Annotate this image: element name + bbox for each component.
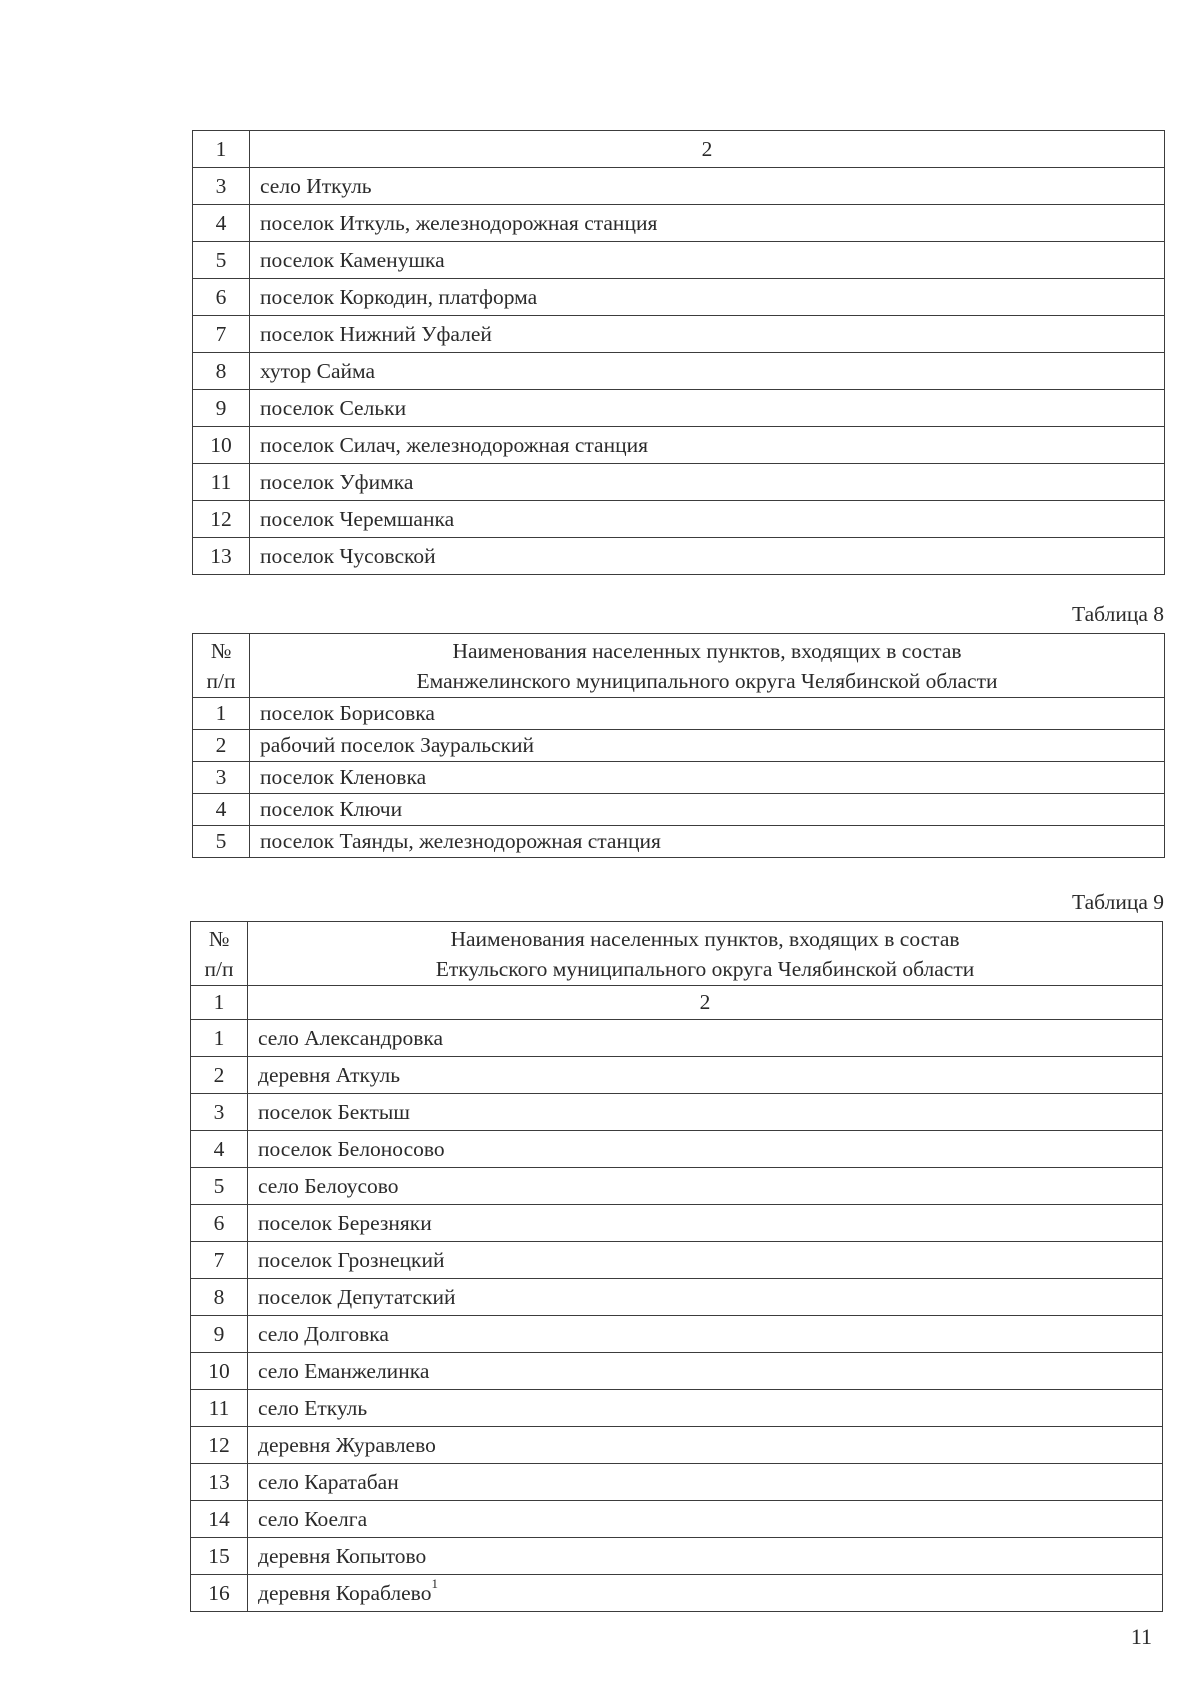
settlement-name (250, 698, 1165, 730)
settlement-name (250, 205, 1165, 242)
row-number: 11 (193, 464, 250, 501)
table-row (193, 538, 1165, 575)
table-row (193, 168, 1165, 205)
table-row (191, 1538, 1163, 1575)
table-row (193, 501, 1165, 538)
settlement-name-text: поселок Черемшанка (260, 506, 455, 531)
settlement-name (250, 279, 1165, 316)
settlement-name (250, 168, 1165, 205)
table-row (191, 1501, 1163, 1538)
number-column-header (191, 922, 248, 986)
settlement-name-text: поселок Белоносово (258, 1136, 445, 1161)
table-row (193, 353, 1165, 390)
row-number: 9 (193, 390, 250, 427)
row-number: 11 (191, 1390, 248, 1427)
row-number: 8 (193, 353, 250, 390)
settlement-name (250, 794, 1165, 826)
table-row (191, 1353, 1163, 1390)
table-header-row (191, 922, 1163, 986)
settlement-name-text: поселок Кленовка (260, 765, 427, 789)
row-number: 3 (193, 762, 250, 794)
settlement-name (248, 1205, 1163, 1242)
column-number-cell: 2 (248, 986, 1163, 1020)
table-caption: Таблица 9 (1072, 890, 1164, 914)
row-number: 16 (191, 1575, 248, 1612)
column-number-cell: 1 (193, 131, 250, 168)
settlement-name-text: поселок Бектыш (258, 1099, 410, 1124)
settlement-name (250, 464, 1165, 501)
settlement-name (248, 1168, 1163, 1205)
row-number: 7 (193, 316, 250, 353)
row-number: 4 (191, 1131, 248, 1168)
row-number: 13 (191, 1464, 248, 1501)
row-number: 4 (193, 794, 250, 826)
row-number: 5 (191, 1168, 248, 1205)
column-number-cell: 1 (191, 986, 248, 1020)
row-number: 5 (193, 826, 250, 858)
table-row (193, 390, 1165, 427)
header-number-sign: № (210, 638, 232, 663)
settlement-name-text: поселок Ключи (260, 797, 403, 821)
settlement-name (248, 1316, 1163, 1353)
name-column-header (248, 922, 1163, 986)
row-number: 2 (191, 1057, 248, 1094)
table-row (193, 316, 1165, 353)
row-number: 1 (193, 698, 250, 730)
column-number-row (191, 986, 1163, 1020)
settlement-name-text: поселок Березняки (258, 1210, 432, 1235)
table-row (191, 1316, 1163, 1353)
settlement-name (248, 1575, 1163, 1612)
table-row (193, 205, 1165, 242)
settlement-name-text: поселок Каменушка (260, 247, 445, 272)
header-number-abbr: п/п (204, 956, 234, 981)
row-number: 3 (191, 1094, 248, 1131)
footnote-marker: 1 (431, 1576, 438, 1592)
row-number: 12 (191, 1427, 248, 1464)
header-number-sign: № (208, 926, 230, 951)
settlement-name-text: село Белоусово (258, 1173, 399, 1198)
settlement-name (250, 826, 1165, 858)
row-number: 14 (191, 1501, 248, 1538)
settlement-name (248, 1464, 1163, 1501)
row-number: 10 (191, 1353, 248, 1390)
settlement-name (248, 1538, 1163, 1575)
settlement-name-text: поселок Чусовской (260, 543, 436, 568)
settlement-name (250, 501, 1165, 538)
page-number: 11 (1130, 1624, 1152, 1649)
row-number: 6 (191, 1205, 248, 1242)
column-number-cell: 2 (250, 131, 1165, 168)
settlement-name (250, 427, 1165, 464)
table-row (191, 1427, 1163, 1464)
settlement-name-text: поселок Уфимка (260, 469, 414, 494)
table-row (191, 1131, 1163, 1168)
settlement-name-text: поселок Таянды, железнодорожная станция (260, 829, 661, 853)
table-row (191, 1242, 1163, 1279)
table-row (193, 794, 1165, 826)
name-column-header (250, 634, 1165, 698)
settlement-name-text: поселок Иткуль, железнодорожная станция (260, 210, 658, 235)
settlement-name-text: село Еманжелинка (258, 1358, 430, 1383)
row-number: 5 (193, 242, 250, 279)
row-number: 8 (191, 1279, 248, 1316)
header-title-line: Еманжелинского муниципального округа Челябинской области (416, 668, 998, 693)
settlement-name (250, 390, 1165, 427)
settlement-name (250, 538, 1165, 575)
row-number: 10 (193, 427, 250, 464)
settlement-name-text: деревня Журавлево (258, 1432, 436, 1457)
settlement-name (250, 730, 1165, 762)
settlement-name (248, 1094, 1163, 1131)
table-row (193, 464, 1165, 501)
row-number: 15 (191, 1538, 248, 1575)
row-number: 7 (191, 1242, 248, 1279)
settlement-name-text: село Иткуль (260, 173, 372, 198)
settlement-name-text: село Еткуль (258, 1395, 368, 1420)
table-row (191, 1279, 1163, 1316)
settlement-name (248, 1020, 1163, 1057)
settlement-name (248, 1390, 1163, 1427)
settlement-name-text: поселок Депутатский (258, 1284, 456, 1309)
settlement-name-text: село Александровка (258, 1025, 444, 1050)
table-row (191, 1205, 1163, 1242)
table-header-row (193, 634, 1165, 698)
column-number-row (193, 131, 1165, 168)
settlement-name-text: рабочий поселок Зауральский (260, 733, 535, 757)
settlement-name-text: село Каратабан (258, 1469, 399, 1494)
settlement-name-text: деревня Копытово (258, 1543, 427, 1568)
settlement-name-text: поселок Сельки (260, 395, 407, 420)
row-number: 13 (193, 538, 250, 575)
settlement-name (248, 1427, 1163, 1464)
row-number: 6 (193, 279, 250, 316)
header-number-abbr: п/п (206, 668, 236, 693)
row-number: 3 (193, 168, 250, 205)
table-row (191, 1390, 1163, 1427)
settlement-name (248, 1242, 1163, 1279)
table-row (193, 730, 1165, 762)
header-title-line: Наименования населенных пунктов, входящих в состав (450, 926, 960, 951)
settlement-name-text: поселок Борисовка (260, 701, 435, 725)
row-number: 4 (193, 205, 250, 242)
table-row (191, 1575, 1163, 1612)
table-row (193, 427, 1165, 464)
table-row (193, 698, 1165, 730)
settlement-name (250, 353, 1165, 390)
table-9 (190, 921, 1163, 1612)
table-row (193, 242, 1165, 279)
table-row (191, 1094, 1163, 1131)
settlement-name-text: деревня Кораблево (258, 1580, 432, 1605)
table-continuation (192, 130, 1165, 575)
settlement-name (248, 1501, 1163, 1538)
table-row (193, 279, 1165, 316)
row-number: 12 (193, 501, 250, 538)
table-row (191, 1464, 1163, 1501)
table-8 (192, 633, 1165, 858)
settlement-name-text: поселок Силач, железнодорожная станция (260, 432, 649, 457)
row-number: 9 (191, 1316, 248, 1353)
table-row (191, 1168, 1163, 1205)
settlement-name-text: село Долговка (258, 1321, 389, 1346)
settlement-name (250, 762, 1165, 794)
table-row (193, 826, 1165, 858)
row-number: 1 (191, 1020, 248, 1057)
settlement-name-text: село Коелга (258, 1506, 368, 1531)
settlement-name (248, 1057, 1163, 1094)
settlement-name-text: поселок Нижний Уфалей (260, 321, 492, 346)
settlement-name (248, 1353, 1163, 1390)
settlement-name-text: деревня Аткуль (258, 1062, 401, 1087)
settlement-name-text: хутор Сайма (260, 358, 376, 383)
settlement-name (250, 316, 1165, 353)
header-title-line: Еткульского муниципального округа Челябинской области (435, 956, 975, 981)
settlement-name (248, 1279, 1163, 1316)
settlement-name-text: поселок Коркодин, платформа (260, 284, 538, 309)
settlement-name (250, 242, 1165, 279)
table-caption: Таблица 8 (1072, 602, 1164, 626)
number-column-header (193, 634, 250, 698)
table-row (191, 1020, 1163, 1057)
table-row (193, 762, 1165, 794)
header-title-line: Наименования населенных пунктов, входящих в состав (452, 638, 962, 663)
settlement-name-text: поселок Грознецкий (258, 1247, 445, 1272)
table-row (191, 1057, 1163, 1094)
settlement-name (248, 1131, 1163, 1168)
row-number: 2 (193, 730, 250, 762)
